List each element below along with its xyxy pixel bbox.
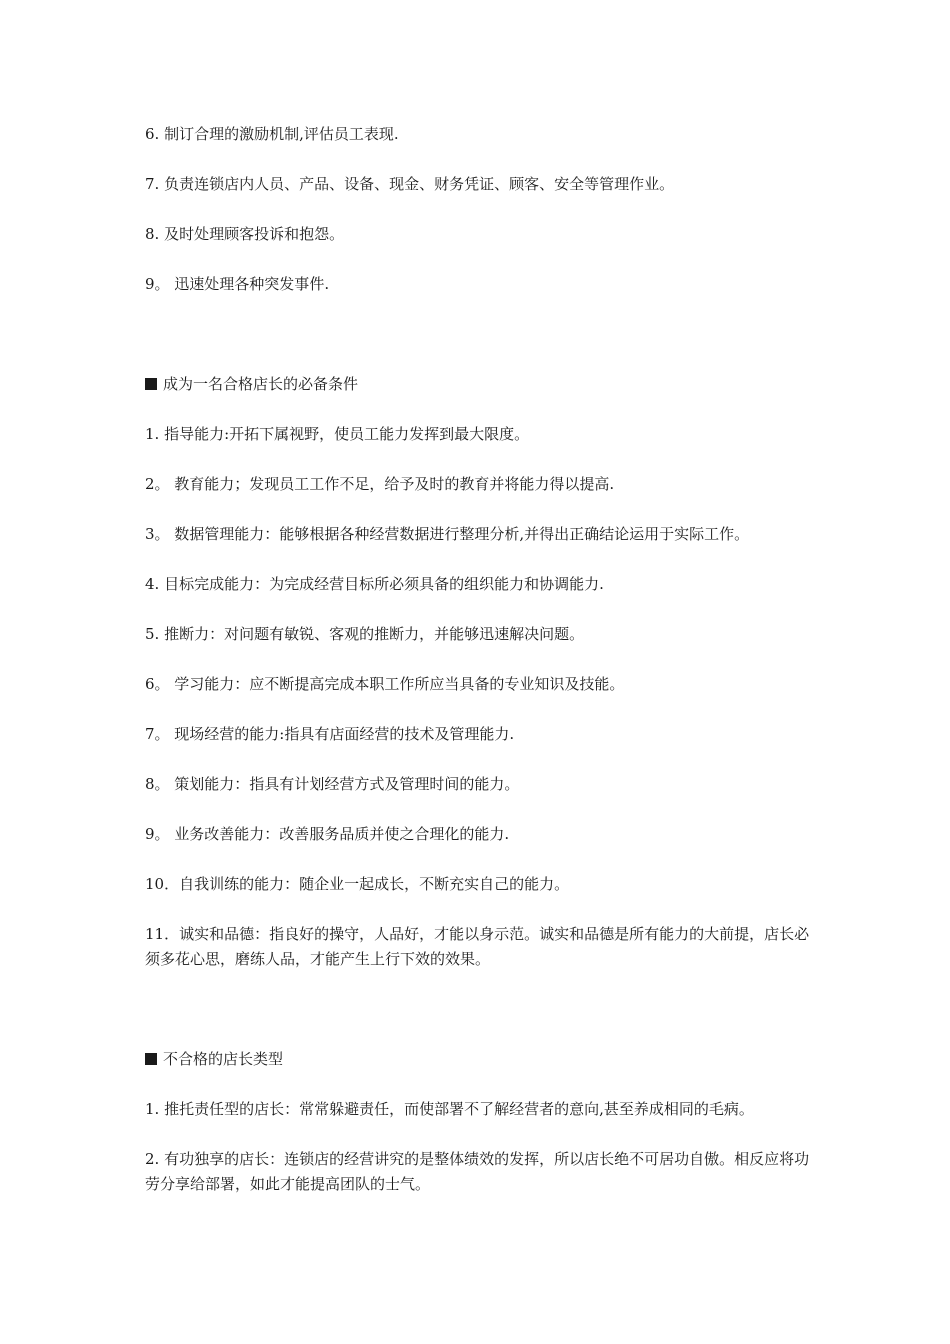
requirement-item-5: 5. 推断力：对问题有敏锐、客观的推断力，并能够迅速解决问题。	[145, 625, 585, 643]
requirement-item-11: 11．诚实和品德：指良好的操守，人品好，才能以身示范。诚实和品德是所有能力的大前提，店长必须多花心思，磨练人品，才能产生上行下效的效果。	[145, 925, 810, 968]
square-bullet-icon	[145, 1053, 157, 1065]
requirement-item-10: 10．自我训练的能力：随企业一起成长，不断充实自己的能力。	[145, 875, 570, 893]
duty-item-8: 8. 及时处理顾客投诉和抱怨。	[145, 225, 345, 243]
requirement-item-8: 8。 策划能力：指具有计划经营方式及管理时间的能力。	[145, 775, 520, 793]
requirement-item-2: 2。 教育能力；发现员工工作不足，给予及时的教育并将能力得以提高.	[145, 475, 615, 493]
requirements-heading-text: 成为一名合格店长的必备条件	[163, 375, 359, 393]
document-page	[145, 122, 815, 1197]
unqualified-heading	[145, 1047, 815, 1072]
unqualified-item-2: 2. 有功独享的店长：连锁店的经营讲究的是整体绩效的发挥，所以店长绝不可居功自傲。相反应将功劳分享给部署，如此才能提高团队的士气。	[145, 1150, 810, 1193]
requirement-item-6: 6。 学习能力：应不断提高完成本职工作所应当具备的专业知识及技能。	[145, 675, 625, 693]
duty-item-6: 6. 制订合理的激励机制,评估员工表现.	[145, 125, 399, 143]
requirements-heading	[145, 372, 815, 397]
unqualified-item-1: 1. 推托责任型的店长：常常躲避责任，而使部署不了解经营者的意向,甚至养成相同的毛病。	[145, 1100, 754, 1118]
duty-item-9: 9。 迅速处理各种突发事件.	[145, 275, 330, 293]
duty-item-7: 7. 负责连锁店内人员、产品、设备、现金、财务凭证、顾客、安全等管理作业。	[145, 175, 675, 193]
requirement-item-1: 1. 指导能力:开拓下属视野，使员工能力发挥到最大限度。	[145, 425, 530, 443]
requirement-item-9: 9。 业务改善能力：改善服务品质并使之合理化的能力.	[145, 825, 510, 843]
square-bullet-icon	[145, 378, 157, 390]
requirement-item-3: 3。 数据管理能力：能够根据各种经营数据进行整理分析,并得出正确结论运用于实际工作。	[145, 525, 750, 543]
requirement-item-4: 4. 目标完成能力：为完成经营目标所必须具备的组织能力和协调能力.	[145, 575, 604, 593]
requirement-item-7: 7。 现场经营的能力:指具有店面经营的技术及管理能力.	[145, 725, 515, 743]
unqualified-heading-text: 不合格的店长类型	[163, 1050, 284, 1068]
